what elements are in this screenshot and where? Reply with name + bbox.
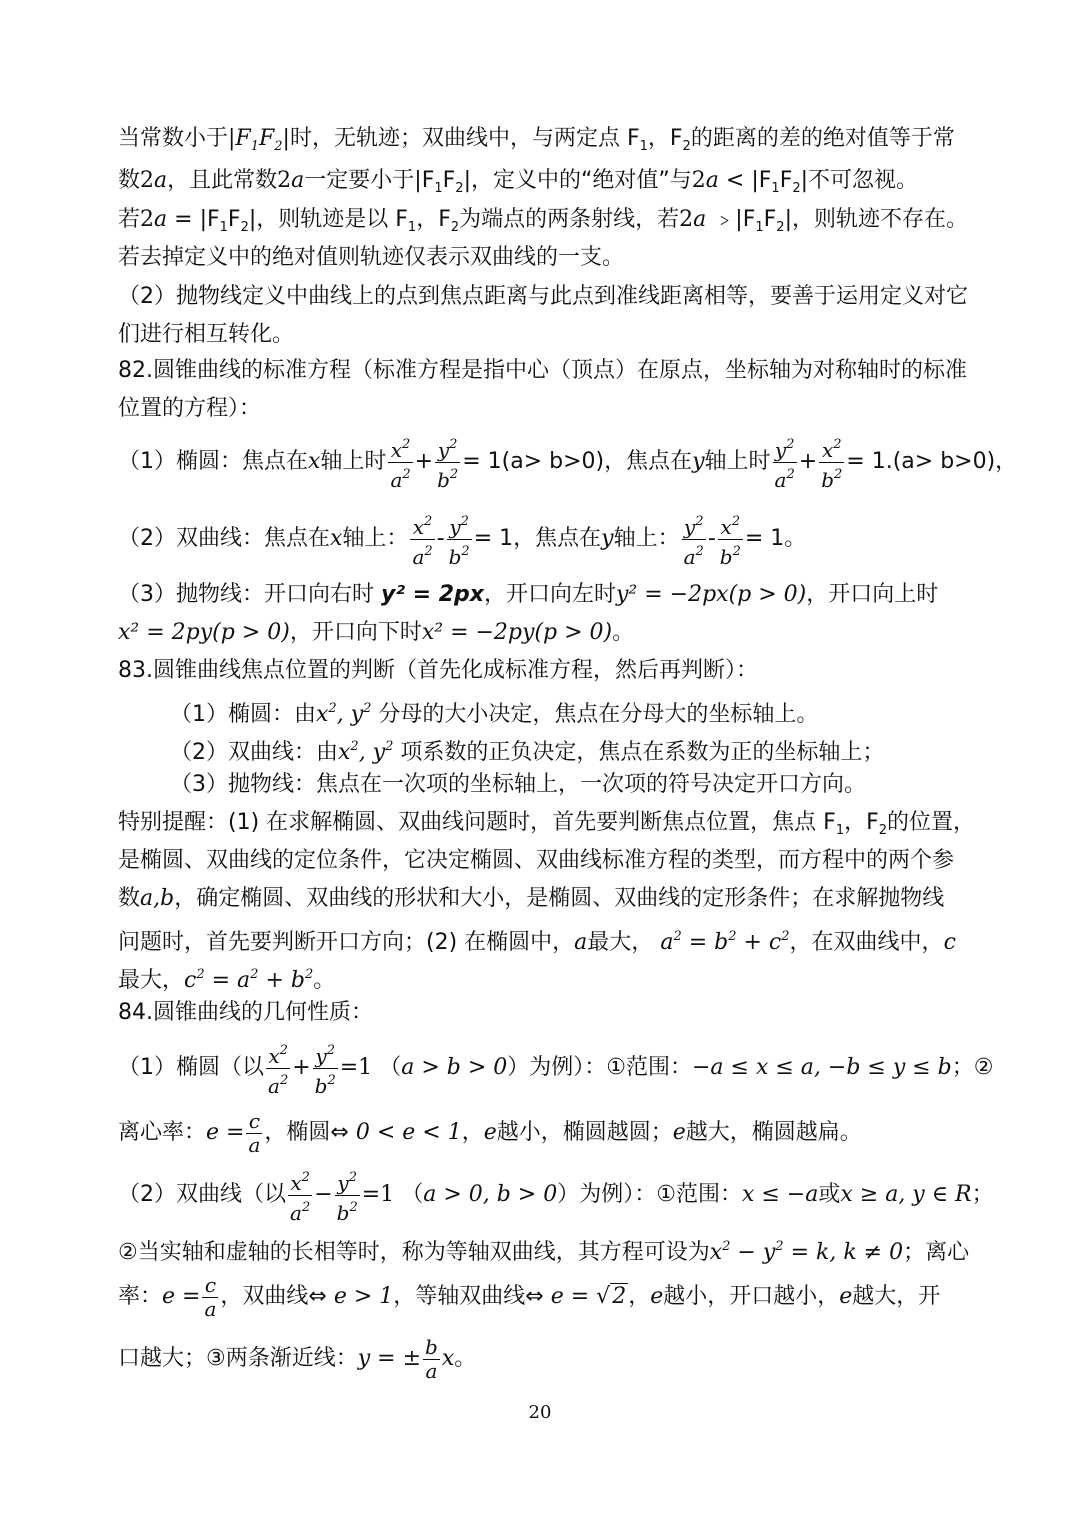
- hyperbola-property-line: （2）双曲线（以 $\frac{x^2}{a^2}$ − $\frac{y^2}{b^2}$ =1 （a > 0, b > 0）为例）：①范围：x ≤ −a或x ≥ a, y ∈ R；: [118, 1164, 970, 1226]
- text-line: （3）抛物线：焦点在一次项的坐标轴上，一次项的符号决定开口方向。: [170, 772, 866, 797]
- parabola-line-2: x² = 2py(p > 0)，开口向下时x² = −2py(p > 0)。: [118, 620, 635, 645]
- page-number: 20: [528, 1402, 552, 1423]
- section-heading-82: 82.圆锥曲线的标准方程（标准方程是指中心（顶点）在原点，坐标轴为对称轴时的标准: [118, 358, 967, 383]
- text-line: （2）双曲线：由$x^2$, $y^2$ 项系数的正负决定，焦点在系数为正的坐标轴上；: [170, 739, 885, 765]
- text-line: 若去掉定义中的绝对值则轨迹仅表示双曲线的一支。: [118, 245, 625, 270]
- text-line: 是椭圆、双曲线的定位条件，它决定椭圆、双曲线标准方程的类型，而方程中的两个参: [118, 848, 955, 873]
- text-line: 若$2a = |F_1F_2|$，则轨迹是以 $F_1$，$F_2$为端点的两条射线，若2a $﹥|F_1F_2|$，则轨迹不存在。: [118, 207, 968, 235]
- text-line: 位置的方程）：: [118, 396, 262, 421]
- text-line: 问题时，首先要判断开口方向；(2) 在椭圆中，a最大， $a^2 = b^2 + c^2$，在双曲线中，c: [118, 929, 956, 955]
- text-line: （2）抛物线定义中曲线上的点到焦点距离与此点到准线距离相等，要善于运用定义对它: [118, 284, 968, 309]
- hyperbola-eccentricity-line: 率：e = $\frac{c}{a}$ ，双曲线⇔ e > 1，等轴双曲线⇔ e = √2，e越小，开口越小，e越大，开: [118, 1272, 941, 1321]
- text-line: 特别提醒：(1) 在求解椭圆、双曲线问题时，首先要判断焦点位置，焦点 $F_1$，$F_2$的位置，: [118, 810, 976, 838]
- text-line: 数2a，且此常数2a一定要小于$|F_1F_2|$，定义中的“绝对值”与$2a < |F_1F_2|$不可忽视。: [118, 168, 919, 196]
- eccentricity-line: 离心率：e = $\frac{c}{a}$ ，椭圆⇔ 0 < e < 1，e越小，椭圆越圆；e越大，椭圆越扁。: [118, 1108, 862, 1157]
- parabola-line: （3）抛物线：开口向右时 y² = 2px，开口向左时y² = −2px(p > 0)，开口向上时: [118, 582, 939, 607]
- ellipse-equation-line: （1）椭圆：焦点在x轴上时 $\frac{x^2}{a^2}$ + $\frac{y^2}{b^2}$ = 1(a> b>0)，焦点在y轴上时 $\frac{y^2}{a^2}$ + $\frac{x^2}{b^2}$ = 1.(a> b>0)，: [118, 430, 970, 494]
- asymptote-line: 口越大；③两条渐近线：y = ± $\frac{b}{a}$ x。: [118, 1334, 477, 1383]
- text-line: 们进行相互转化。: [118, 322, 295, 347]
- text-line: 数a,b，确定椭圆、双曲线的形状和大小，是椭圆、双曲线的定形条件；在求解抛物线: [118, 886, 945, 911]
- text-line: 最大，$c^2 = a^2 + b^2$。: [118, 967, 336, 993]
- text-line: 当常数小于$|F_1F_2|$时，无轨迹；双曲线中，与两定点 $F_1$，$F_2$的距离的差的绝对值等于常: [118, 126, 955, 154]
- text-line: （1）椭圆：由$x^2$, $y^2$ 分母的大小决定，焦点在分母大的坐标轴上。: [170, 701, 819, 727]
- text-line: ②当实轴和虚轴的长相等时，称为等轴双曲线，其方程可设为$x^2 - y^2 = k$, k ≠ 0；离心: [118, 1239, 970, 1265]
- section-heading-84: 84.圆锥曲线的几何性质：: [118, 1000, 373, 1025]
- section-heading-83: 83.圆锥曲线焦点位置的判断（首先化成标准方程，然后再判断）：: [118, 658, 758, 683]
- ellipse-property-line: （1）椭圆（以 $\frac{x^2}{a^2}$ + $\frac{y^2}{b^2}$ =1 （a > b > 0）为例）：①范围：−a ≤ x ≤ a, −b ≤ y ≤ b；②: [118, 1036, 970, 1100]
- hyperbola-equation-line: （2）双曲线：焦点在x轴上： $\frac{x^2}{a^2}$ - $\frac{y^2}{b^2}$ = 1，焦点在y轴上： $\frac{y^2}{a^2}$ - $\frac{x^2}{b^2}$ = 1。: [118, 507, 970, 571]
